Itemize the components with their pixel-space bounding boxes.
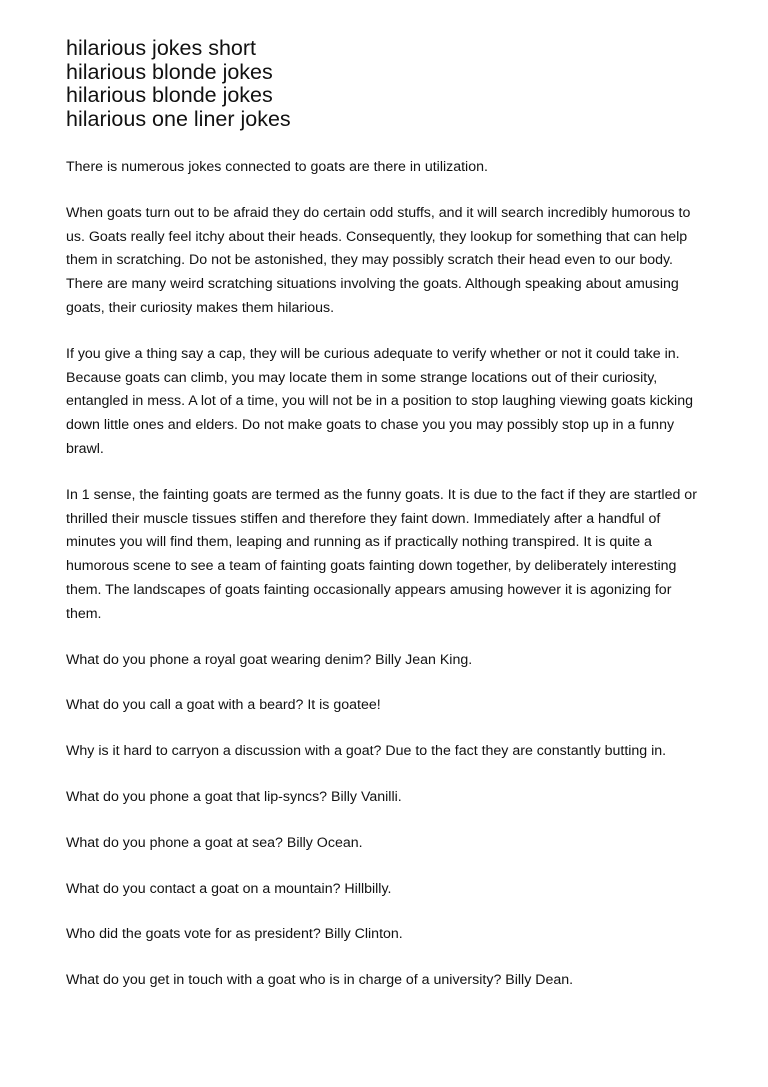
title-line: hilarious blonde jokes: [66, 59, 273, 84]
body-text: [66, 156, 710, 993]
title-line: hilarious blonde jokes: [66, 83, 273, 107]
joke-line: What do you contact a goat on a mountain? Hillbilly.: [66, 880, 392, 897]
joke-line: Why is it hard to carryon a discussion with a goat? Due to the fact they are constantly butting in.: [66, 743, 667, 760]
joke-line: What do you phone a royal goat wearing denim? Billy Jean King.: [66, 651, 473, 668]
document-page: [66, 37, 710, 1015]
title-line: hilarious one liner jokes: [66, 106, 291, 131]
joke-line: Who did the goats vote for as president? Billy Clinton.: [66, 926, 403, 943]
paragraph-intro: There is numerous jokes connected to goats are there in utilization.: [66, 159, 488, 175]
joke-line: What do you get in touch with a goat who is in charge of a university? Billy Dean.: [66, 972, 574, 989]
paragraph-curiosity: If you give a thing say a cap, they will be curious adequate to verify whether or not it could take in. Because goats can climb, you may locate them in some strange locations out of their curiosity, entangled in mess. A lot of a time, you will not be in a position to stop laughing viewing goats kicking down little ones and elders. Do not make goats to chase you you may possibly stop up in a funny brawl.: [66, 345, 693, 457]
joke-line: What do you phone a goat that lip-syncs? Billy Vanilli.: [66, 788, 402, 805]
joke-line: What do you call a goat with a beard? It is goatee!: [66, 697, 381, 714]
title-block: [66, 37, 710, 131]
joke-line: What do you phone a goat at sea? Billy Ocean.: [66, 834, 363, 851]
paragraph-fainting: In 1 sense, the fainting goats are termed as the funny goats. It is due to the fact if they are startled or thrilled their muscle tissues stiffen and therefore they faint down. Immediately after a handful of minutes you will find them, leaping and running as if practically nothing transpired. It is quite a humorous scene to see a team of fainting goats fainting down together, by deliberately interesting them. The landscapes of goats fainting occasionally appears amusing however it is agonizing for them.: [66, 486, 697, 622]
paragraph-scratching: When goats turn out to be afraid they do certain odd stuffs, and it will search incredibly humorous to us. Goats really feel itchy about their heads. Consequently, they lookup for something that can help them in scratching. Do not be astonished, they may possibly scratch their head even to our body. There are many weird scratching situations involving the goats. Although speaking about amusing goats, their curiosity makes them hilarious.: [66, 204, 691, 316]
title-line: hilarious jokes short: [66, 36, 257, 60]
